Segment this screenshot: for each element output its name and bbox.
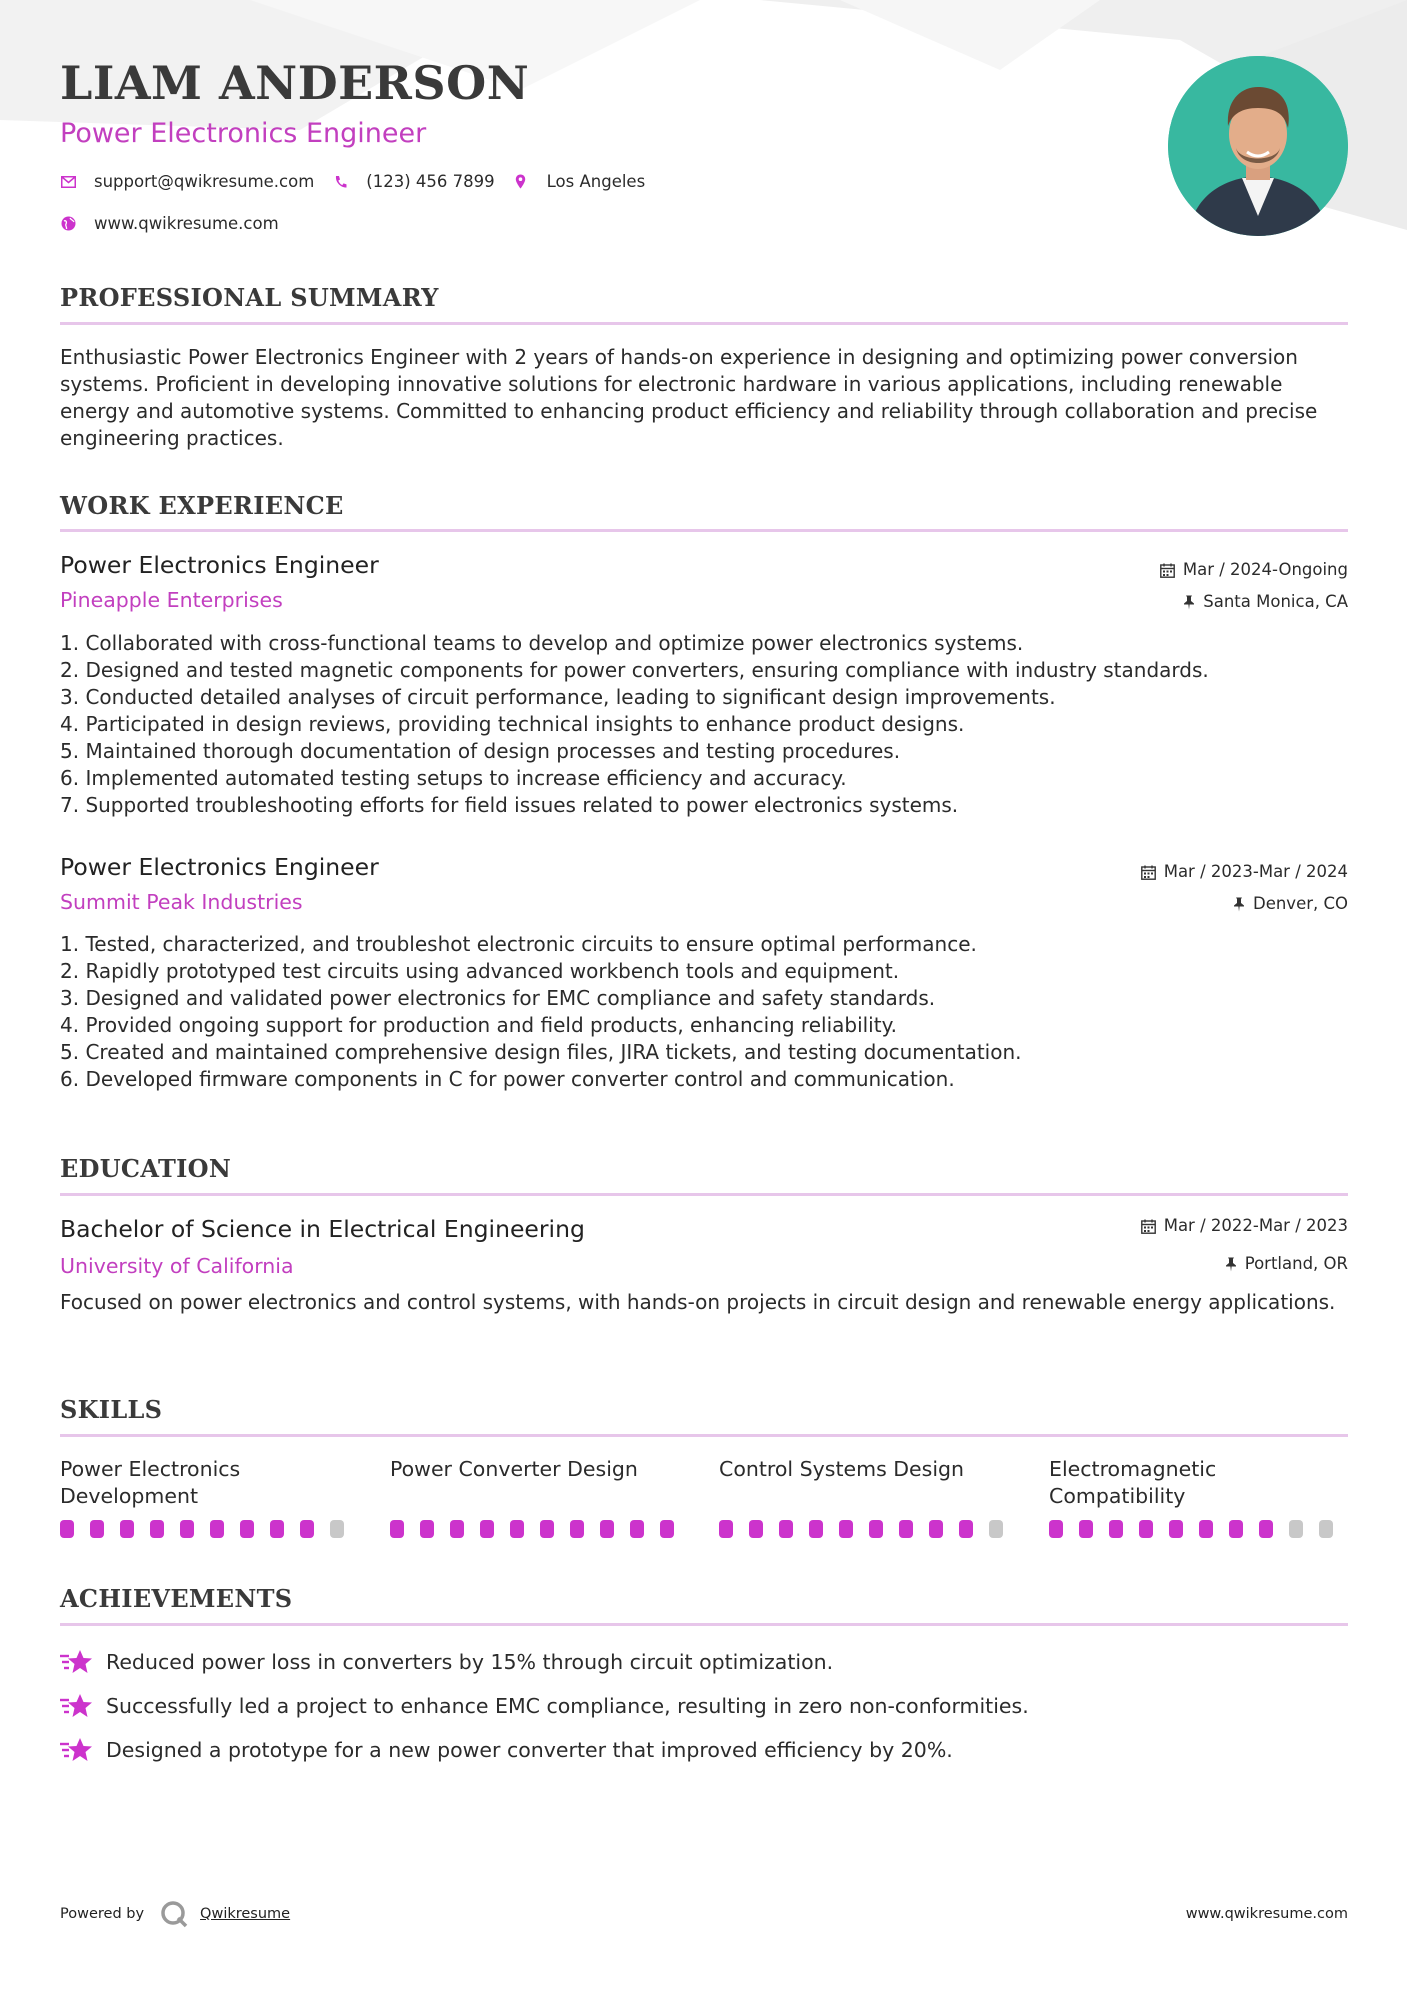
website-link[interactable]: www.qwikresume.com bbox=[94, 214, 279, 233]
experience-heading: WORK EXPERIENCE bbox=[60, 491, 344, 520]
shooting-star-icon bbox=[60, 1736, 92, 1764]
skill-dot-filled bbox=[929, 1520, 943, 1538]
email-link[interactable]: support@qwikresume.com bbox=[94, 172, 315, 191]
achievement-text: Reduced power loss in converters by 15% through circuit optimization. bbox=[106, 1650, 834, 1674]
job-title: Power Electronics Engineer bbox=[60, 853, 379, 881]
list-item: 1. Collaborated with cross-functional teams to develop and optimize power electronics systems. bbox=[60, 631, 1024, 655]
skill-dot-filled bbox=[809, 1520, 823, 1538]
skill-dot-filled bbox=[90, 1520, 104, 1538]
profile-photo bbox=[1168, 56, 1348, 236]
skill-rating bbox=[390, 1520, 690, 1538]
calendar-icon bbox=[1160, 563, 1175, 578]
pushpin-icon bbox=[1183, 595, 1195, 610]
candidate-name: LIAM ANDERSON bbox=[60, 56, 530, 110]
skill-dot-empty bbox=[1289, 1520, 1303, 1538]
skill-dot-filled bbox=[660, 1520, 674, 1538]
calendar-icon bbox=[1141, 865, 1156, 880]
achievement-text: Designed a prototype for a new power converter that improved efficiency by 20%. bbox=[106, 1738, 953, 1762]
skill-dot-filled bbox=[450, 1520, 464, 1538]
list-item: 5. Created and maintained comprehensive design files, JIRA tickets, and testing documentation. bbox=[60, 1040, 1022, 1064]
achievement-text: Successfully led a project to enhance EMC compliance, resulting in zero non-conformities. bbox=[106, 1694, 1029, 1718]
job-location bbox=[1233, 896, 1348, 913]
skill-dot-filled bbox=[420, 1520, 434, 1538]
skill-dot-filled bbox=[1109, 1520, 1123, 1538]
skill-rating bbox=[60, 1520, 360, 1538]
skill-item bbox=[719, 1456, 1019, 1538]
job-dates bbox=[1160, 562, 1348, 579]
skill-name: Electromagnetic Compatibility bbox=[1049, 1457, 1217, 1508]
skill-item bbox=[1049, 1456, 1349, 1538]
skill-dot-filled bbox=[570, 1520, 584, 1538]
pushpin-icon bbox=[1225, 1257, 1237, 1272]
skill-dot-filled bbox=[240, 1520, 254, 1538]
job-company: Summit Peak Industries bbox=[60, 890, 303, 914]
location-text: Los Angeles bbox=[546, 172, 646, 191]
education-location-text: Portland, OR bbox=[1244, 1254, 1348, 1273]
section-divider bbox=[60, 1434, 1348, 1437]
achievement-item bbox=[60, 1736, 953, 1764]
skill-dot-filled bbox=[1229, 1520, 1243, 1538]
skill-name: Power Converter Design bbox=[390, 1457, 638, 1481]
education-description: Focused on power electronics and control systems, with hands-on projects in circuit design and renewable energy applications. bbox=[60, 1290, 1336, 1314]
candidate-title: Power Electronics Engineer bbox=[60, 118, 427, 149]
job-company: Pineapple Enterprises bbox=[60, 588, 283, 612]
job-dates bbox=[1141, 864, 1348, 881]
summary-heading: PROFESSIONAL SUMMARY bbox=[60, 283, 439, 312]
envelope-icon bbox=[60, 174, 76, 190]
job-bullet-list bbox=[60, 630, 1348, 819]
skill-item bbox=[390, 1456, 690, 1538]
skill-dot-filled bbox=[180, 1520, 194, 1538]
job-dates-text: Mar / 2024-Ongoing bbox=[1182, 560, 1348, 579]
skill-dot-filled bbox=[1049, 1520, 1063, 1538]
skill-dot-filled bbox=[959, 1520, 973, 1538]
skill-dot-filled bbox=[540, 1520, 554, 1538]
skill-dot-filled bbox=[630, 1520, 644, 1538]
achievement-item bbox=[60, 1648, 833, 1676]
skill-dot-filled bbox=[270, 1520, 284, 1538]
section-divider bbox=[60, 1193, 1348, 1196]
list-item: 6. Developed firmware components in C for power converter control and communication. bbox=[60, 1067, 955, 1091]
achievements-heading: ACHIEVEMENTS bbox=[60, 1584, 293, 1613]
skill-dot-filled bbox=[120, 1520, 134, 1538]
skill-item bbox=[60, 1456, 360, 1538]
section-divider bbox=[60, 322, 1348, 325]
job-location bbox=[1183, 594, 1348, 611]
skill-dot-filled bbox=[1169, 1520, 1183, 1538]
skill-dot-filled bbox=[839, 1520, 853, 1538]
job-location-text: Santa Monica, CA bbox=[1203, 592, 1348, 611]
skill-dot-filled bbox=[719, 1520, 733, 1538]
job-bullet-list bbox=[60, 931, 1348, 1093]
skill-dot-filled bbox=[480, 1520, 494, 1538]
skill-dot-filled bbox=[869, 1520, 883, 1538]
list-item: 4. Participated in design reviews, providing technical insights to enhance product designs. bbox=[60, 712, 965, 736]
contact-row-website bbox=[60, 214, 297, 233]
skill-dot-filled bbox=[60, 1520, 74, 1538]
qwikresume-link[interactable]: Qwikresume bbox=[200, 1906, 291, 1922]
list-item: 1. Tested, characterized, and troubleshot electronic circuits to ensure optimal performance. bbox=[60, 932, 977, 956]
section-divider bbox=[60, 529, 1348, 532]
footer-website-link[interactable]: www.qwikresume.com bbox=[1185, 1906, 1348, 1922]
skill-name: Control Systems Design bbox=[719, 1457, 965, 1481]
achievement-item bbox=[60, 1692, 1029, 1720]
skill-rating bbox=[1049, 1520, 1349, 1538]
skill-dot-empty bbox=[989, 1520, 1003, 1538]
job-dates-text: Mar / 2023-Mar / 2024 bbox=[1163, 862, 1348, 881]
skill-dot-filled bbox=[390, 1520, 404, 1538]
skill-dot-empty bbox=[330, 1520, 344, 1538]
skill-dot-filled bbox=[510, 1520, 524, 1538]
job-title: Power Electronics Engineer bbox=[60, 551, 379, 579]
list-item: 7. Supported troubleshooting efforts for field issues related to power electronics systems. bbox=[60, 793, 959, 817]
education-heading: EDUCATION bbox=[60, 1154, 232, 1183]
globe-icon bbox=[60, 216, 76, 232]
skill-rating bbox=[719, 1520, 1019, 1538]
school-name: University of California bbox=[60, 1254, 294, 1278]
skill-dot-filled bbox=[210, 1520, 224, 1538]
job-location-text: Denver, CO bbox=[1252, 894, 1348, 913]
shooting-star-icon bbox=[60, 1648, 92, 1676]
phone-number: (123) 456 7899 bbox=[366, 172, 495, 191]
education-dates-text: Mar / 2022-Mar / 2023 bbox=[1163, 1216, 1348, 1235]
map-marker-icon bbox=[513, 174, 529, 190]
section-divider bbox=[60, 1623, 1348, 1626]
skill-dot-empty bbox=[1319, 1520, 1333, 1538]
skill-dot-filled bbox=[1259, 1520, 1273, 1538]
skill-dot-filled bbox=[1199, 1520, 1213, 1538]
skill-dot-filled bbox=[600, 1520, 614, 1538]
education-location bbox=[1225, 1256, 1348, 1273]
list-item: 5. Maintained thorough documentation of design processes and testing procedures. bbox=[60, 739, 901, 763]
education-dates bbox=[1141, 1218, 1348, 1235]
skill-dot-filled bbox=[749, 1520, 763, 1538]
shooting-star-icon bbox=[60, 1692, 92, 1720]
footer-powered-by bbox=[60, 1900, 290, 1928]
skill-dot-filled bbox=[1139, 1520, 1153, 1538]
powered-by-label: Powered by bbox=[60, 1906, 145, 1922]
contact-row bbox=[60, 172, 663, 191]
skill-dot-filled bbox=[899, 1520, 913, 1538]
list-item: 2. Rapidly prototyped test circuits using advanced workbench tools and equipment. bbox=[60, 959, 900, 983]
qwikresume-logo-icon bbox=[160, 1900, 188, 1928]
list-item: 2. Designed and tested magnetic components for power converters, ensuring compliance with industry standards. bbox=[60, 658, 1209, 682]
list-item: 6. Implemented automated testing setups to increase efficiency and accuracy. bbox=[60, 766, 847, 790]
skill-dot-filled bbox=[150, 1520, 164, 1538]
pushpin-icon bbox=[1233, 897, 1245, 912]
phone-icon bbox=[332, 174, 348, 190]
list-item: 3. Conducted detailed analyses of circuit performance, leading to significant design improvements. bbox=[60, 685, 1056, 709]
list-item: 3. Designed and validated power electronics for EMC compliance and safety standards. bbox=[60, 986, 936, 1010]
summary-text: Enthusiastic Power Electronics Engineer with 2 years of hands-on experience in designing and optimizing power conversion systems. Proficient in developing innovative solutions for electronic hardware in various applications, including renewable energy and automotive systems. Committed to enhancing product efficiency and reliability through collaboration and precise engineering practices. bbox=[60, 345, 1318, 450]
skill-dot-filled bbox=[300, 1520, 314, 1538]
skills-heading: SKILLS bbox=[60, 1395, 163, 1424]
skill-dot-filled bbox=[1079, 1520, 1093, 1538]
list-item: 4. Provided ongoing support for production and field products, enhancing reliability. bbox=[60, 1013, 897, 1037]
skill-dot-filled bbox=[779, 1520, 793, 1538]
skill-name: Power Electronics Development bbox=[60, 1457, 241, 1508]
calendar-icon bbox=[1141, 1219, 1156, 1234]
degree-title: Bachelor of Science in Electrical Engineering bbox=[60, 1215, 585, 1243]
